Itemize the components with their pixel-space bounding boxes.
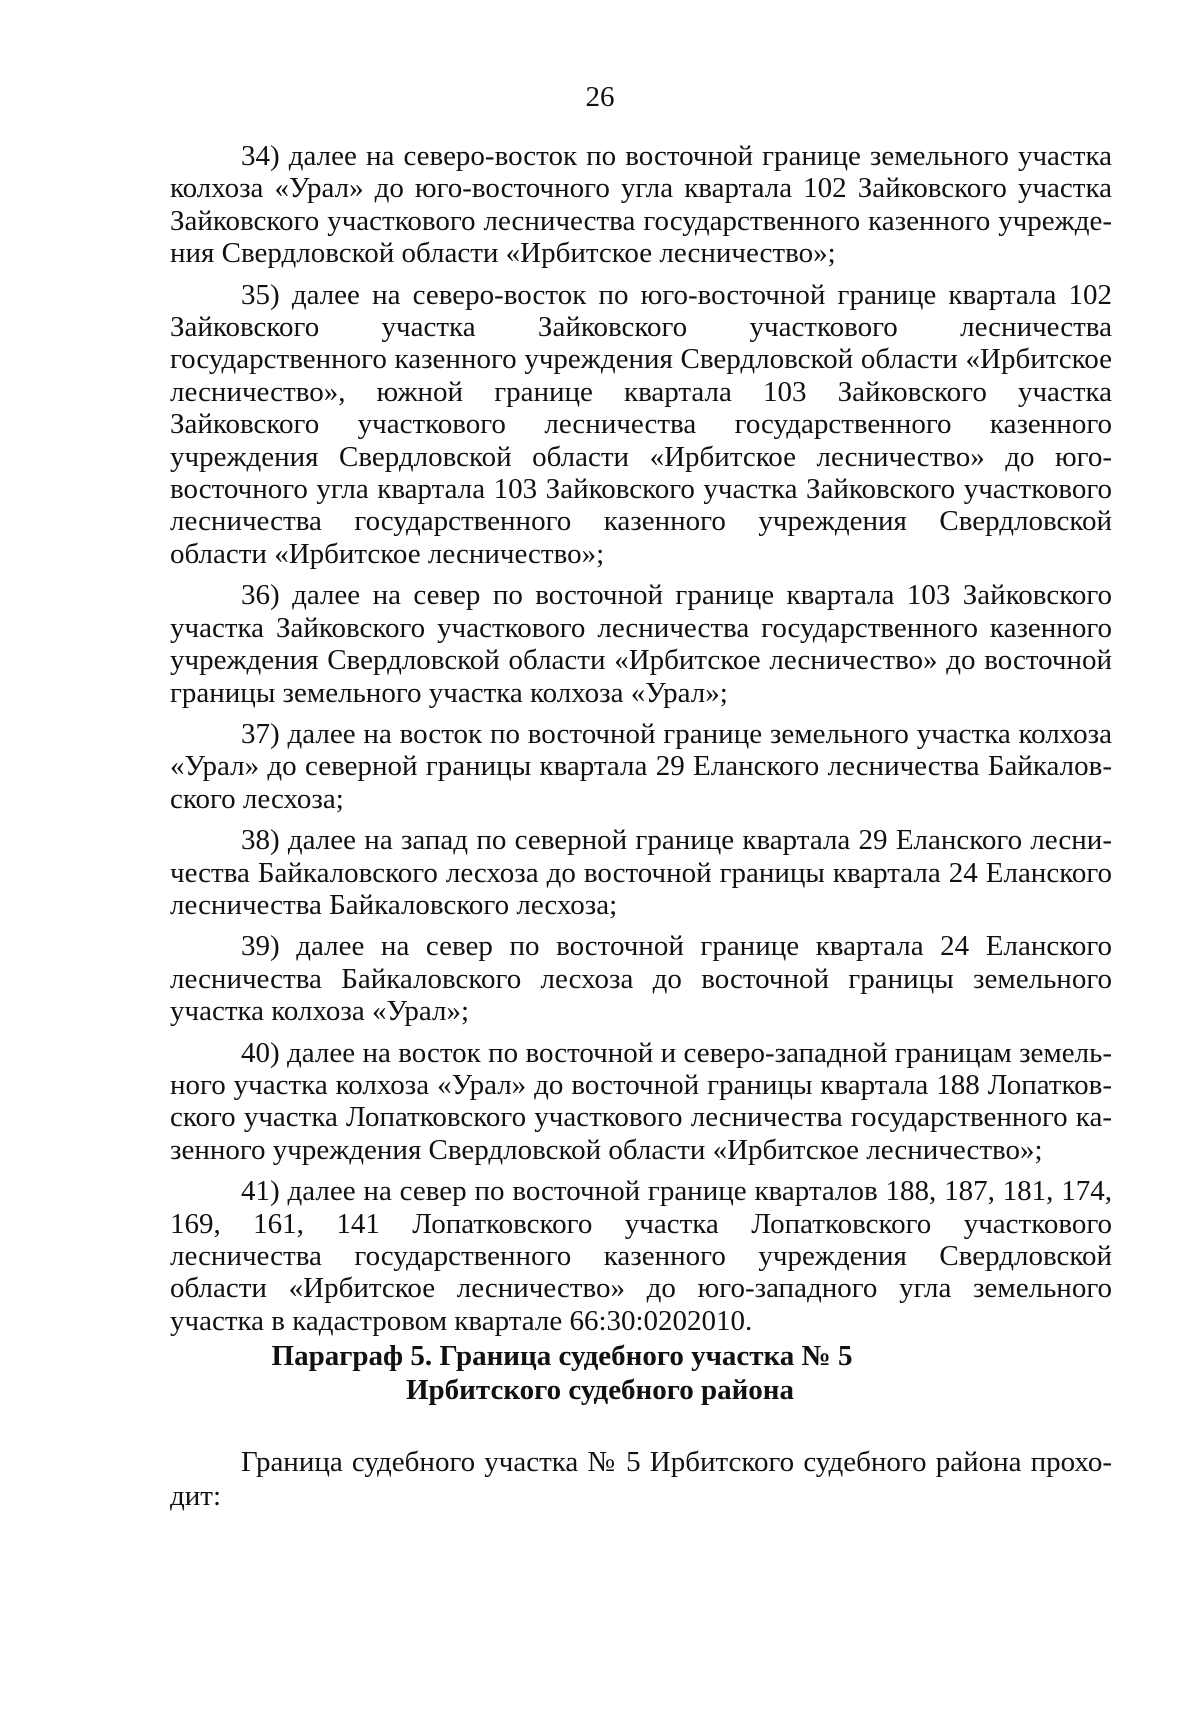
paragraph-38: 38) далее на запад по северной границе квартала 29 Еланского лесничества Байкаловского лесхоза до восточной границы квартала 24 Еланского лесничества Байкаловского лесхоза; bbox=[170, 824, 1112, 921]
section-heading bbox=[0, 1339, 1200, 1407]
paragraph-37: 37) далее на восток по восточной границе земельного участка колхоза «Урал» до северной границы квартала 29 Еланского лесничества Байкаловского лесхоза; bbox=[170, 717, 1112, 815]
paragraph-39: 39) далее на север по восточной границе квартала 24 Еланского лесничества Байкаловского лесхоза до восточной границы земельного участка колхоза «Урал»; bbox=[170, 930, 1112, 1028]
section-heading-line-1: Параграф 5. Граница судебного участка № 5 bbox=[271, 1340, 853, 1372]
body-text bbox=[170, 140, 1112, 1337]
paragraph-34: 34) далее на северо-восток по восточной границе земельного участка колхоза «Урал» до юго-восточного угла квартала 102 Зайковского участка Зайковского участкового лесничества государственного казенного учреждения Свердловской области «Ирбитское лесничество»; bbox=[170, 140, 1112, 270]
paragraph-36: 36) далее на север по восточной границе квартала 103 Зайковского участка Зайковского участкового лесничества государственного казенного учреждения Свердловской области «Ирбитское лесничество» до восточной границы земельного участка колхоза «Урал»; bbox=[170, 579, 1112, 709]
closing-paragraph: Граница судебного участка № 5 Ирбитского судебного района проходит: bbox=[170, 1446, 1112, 1512]
paragraph-35: 35) далее на северо-восток по юго-восточной границе квартала 102 Зайковского участка Зайковского участкового лесничества государственного казенного учреждения Свердловской области «Ирбитское лесничество», южной границе квартала 103 Зайковского участка Зайковского участкового лесничества государственного казенного учреждения Свердловской области «Ирбитское лесничество» до юго-восточного угла квартала 103 Зайковского участка Зайковского участкового лесничества государственного казенного учреждения Свердловской области «Ирбитское лесничество»; bbox=[170, 278, 1112, 570]
section-heading-line-2: Ирбитского судебного района bbox=[405, 1374, 795, 1406]
page-number: 26 bbox=[585, 81, 615, 113]
paragraph-40: 40) далее на восток по восточной и северо-западной границам земельного участка колхоза «Урал» до восточной границы квартала 188 Лопатковского участка Лопатковского участкового лесничества государственного казенного учреждения Свердловской области «Ирбитское лесничество»; bbox=[170, 1036, 1112, 1166]
paragraph-41: 41) далее на север по восточной границе кварталов 188, 187, 181, 174, 169, 161, 141 Лопатковского участка Лопатковского участкового лесничества государственного казенного учреждения Свердловской области «Ирбитское лесничество» до юго-западного угла земельного участка в кадастровом квартале 66:30:0202010. bbox=[170, 1175, 1112, 1337]
